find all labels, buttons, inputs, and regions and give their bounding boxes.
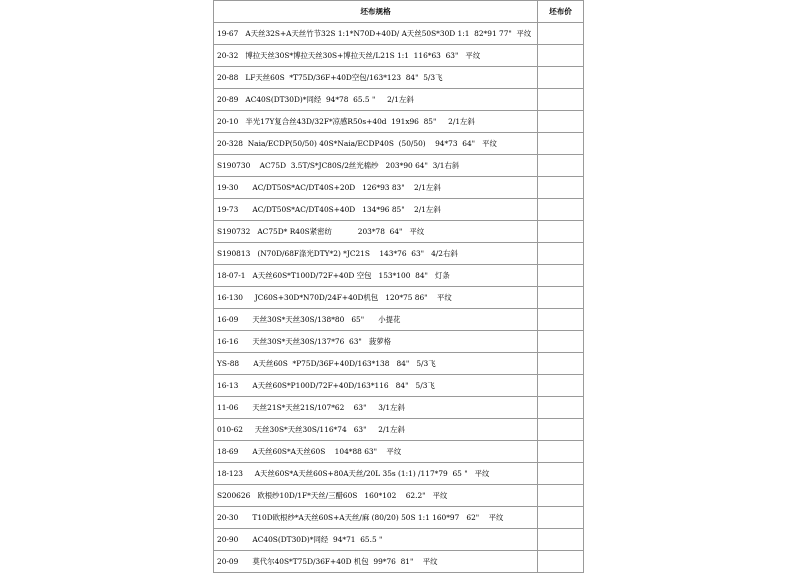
price-cell[interactable]: [538, 243, 584, 265]
table-row: [214, 155, 584, 177]
table-row: [214, 485, 584, 507]
table-row: [214, 551, 584, 573]
table-row: [214, 375, 584, 397]
table-row: [214, 243, 584, 265]
table-row: [214, 265, 584, 287]
price-cell[interactable]: [538, 375, 584, 397]
spec-cell[interactable]: 18-69 A天丝60S*A天丝60S 104*88 63" 平纹: [214, 441, 538, 463]
header-price[interactable]: 坯布价: [538, 1, 584, 23]
price-cell[interactable]: [538, 221, 584, 243]
price-cell[interactable]: [538, 177, 584, 199]
table-row: [214, 331, 584, 353]
price-cell[interactable]: [538, 485, 584, 507]
price-cell[interactable]: [538, 287, 584, 309]
spec-cell[interactable]: 11-06 天丝21S*天丝21S/107*62 63" 3/1左斜: [214, 397, 538, 419]
price-cell[interactable]: [538, 353, 584, 375]
price-cell[interactable]: [538, 419, 584, 441]
price-cell[interactable]: [538, 265, 584, 287]
table-row: [214, 89, 584, 111]
spec-cell[interactable]: 20-30 T10D欧根纱*A天丝60S+A天丝/麻 (80/20) 50S 1:1 160*97 62" 平纹: [214, 507, 538, 529]
spec-cell[interactable]: 18-123 A天丝60S*A天丝60S+80A天丝/20L 35s (1:1) /117*79 65 " 平纹: [214, 463, 538, 485]
table-row: [214, 287, 584, 309]
spec-cell[interactable]: 20-328 Naia/ECDP(50/50) 40S*Naia/ECDP40S (50/50) 94*73 64" 平纹: [214, 133, 538, 155]
spec-cell[interactable]: 16-130 JC60S+30D*N70D/24F+40D机包 120*75 86" 平纹: [214, 287, 538, 309]
spec-cell[interactable]: 16-13 A天丝60S*P100D/72F+40D/163*116 84" 5/3飞: [214, 375, 538, 397]
spec-cell[interactable]: 20-89 AC40S(DT30D)*同经 94*78 65.5 " 2/1左斜: [214, 89, 538, 111]
table-row: [214, 507, 584, 529]
price-cell[interactable]: [538, 155, 584, 177]
table-row: [214, 199, 584, 221]
fabric-spec-sheet: [213, 0, 583, 566]
table-row: [214, 221, 584, 243]
table-row: [214, 177, 584, 199]
spec-cell[interactable]: 20-90 AC40S(DT30D)*同经 94*71 65.5 ": [214, 529, 538, 551]
spec-cell[interactable]: S190732 AC75D* R40S紧密纺 203*78 64" 平纹: [214, 221, 538, 243]
table-row: [214, 397, 584, 419]
price-cell[interactable]: [538, 309, 584, 331]
price-cell[interactable]: [538, 67, 584, 89]
fabric-spec-table: [213, 0, 584, 573]
price-cell[interactable]: [538, 397, 584, 419]
table-row: [214, 67, 584, 89]
spec-cell[interactable]: 16-16 天丝30S*天丝30S/137*76 63" 菠萝格: [214, 331, 538, 353]
price-cell[interactable]: [538, 199, 584, 221]
table-row: [214, 111, 584, 133]
table-row: [214, 309, 584, 331]
price-cell[interactable]: [538, 441, 584, 463]
table-row: [214, 529, 584, 551]
price-cell[interactable]: [538, 551, 584, 573]
spec-cell[interactable]: 20-10 半光17Y复合丝43D/32F*凉感R50s+40d 191x96 85" 2/1左斜: [214, 111, 538, 133]
table-body: [214, 23, 584, 573]
spec-cell[interactable]: 20-88 LF天丝60S *T75D/36F+40D空包/163*123 84" 5/3飞: [214, 67, 538, 89]
table-row: [214, 353, 584, 375]
price-cell[interactable]: [538, 463, 584, 485]
table-row: [214, 419, 584, 441]
table-row: [214, 45, 584, 67]
header-row: [214, 1, 584, 23]
price-cell[interactable]: [538, 111, 584, 133]
table-row: [214, 133, 584, 155]
spec-cell[interactable]: 20-32 博拉天丝30S*博拉天丝30S+博拉天丝/L21S 1:1 116*63 63" 平纹: [214, 45, 538, 67]
spec-cell[interactable]: 16-09 天丝30S*天丝30S/138*80 65" 小提花: [214, 309, 538, 331]
price-cell[interactable]: [538, 507, 584, 529]
spec-cell[interactable]: 18-07-1 A天丝60S*T100D/72F+40D 空包 153*100 84" 灯条: [214, 265, 538, 287]
spec-cell[interactable]: S200626 欧根纱10D/1F*天丝/三醋60S 160*102 62.2" 平纹: [214, 485, 538, 507]
spec-cell[interactable]: 010-62 天丝30S*天丝30S/116*74 63" 2/1左斜: [214, 419, 538, 441]
spec-cell[interactable]: S190813 (N70D/68F涤光DTY*2) *JC21S 143*76 63" 4/2右斜: [214, 243, 538, 265]
spec-cell[interactable]: 19-30 AC/DT50S*AC/DT40S+20D 126*93 83" 2/1左斜: [214, 177, 538, 199]
price-cell[interactable]: [538, 89, 584, 111]
table-row: [214, 23, 584, 45]
price-cell[interactable]: [538, 133, 584, 155]
price-cell[interactable]: [538, 331, 584, 353]
spec-cell[interactable]: 19-67 A天丝32S+A天丝竹节32S 1:1*N70D+40D/ A天丝50S*30D 1:1 82*91 77" 平纹: [214, 23, 538, 45]
spec-cell[interactable]: YS-88 A天丝60S *P75D/36F+40D/163*138 84" 5/3飞: [214, 353, 538, 375]
table-row: [214, 441, 584, 463]
table-row: [214, 463, 584, 485]
price-cell[interactable]: [538, 23, 584, 45]
price-cell[interactable]: [538, 45, 584, 67]
spec-cell[interactable]: 20-09 莫代尔40S*T75D/36F+40D 机包 99*76 81" 平纹: [214, 551, 538, 573]
spec-cell[interactable]: 19-73 AC/DT50S*AC/DT40S+40D 134*96 85" 2/1左斜: [214, 199, 538, 221]
spec-cell[interactable]: S190730 AC75D 3.5T/S*JC80S/2丝光棉纱 203*90 64" 3/1右斜: [214, 155, 538, 177]
header-spec[interactable]: 坯布规格: [214, 1, 538, 23]
price-cell[interactable]: [538, 529, 584, 551]
